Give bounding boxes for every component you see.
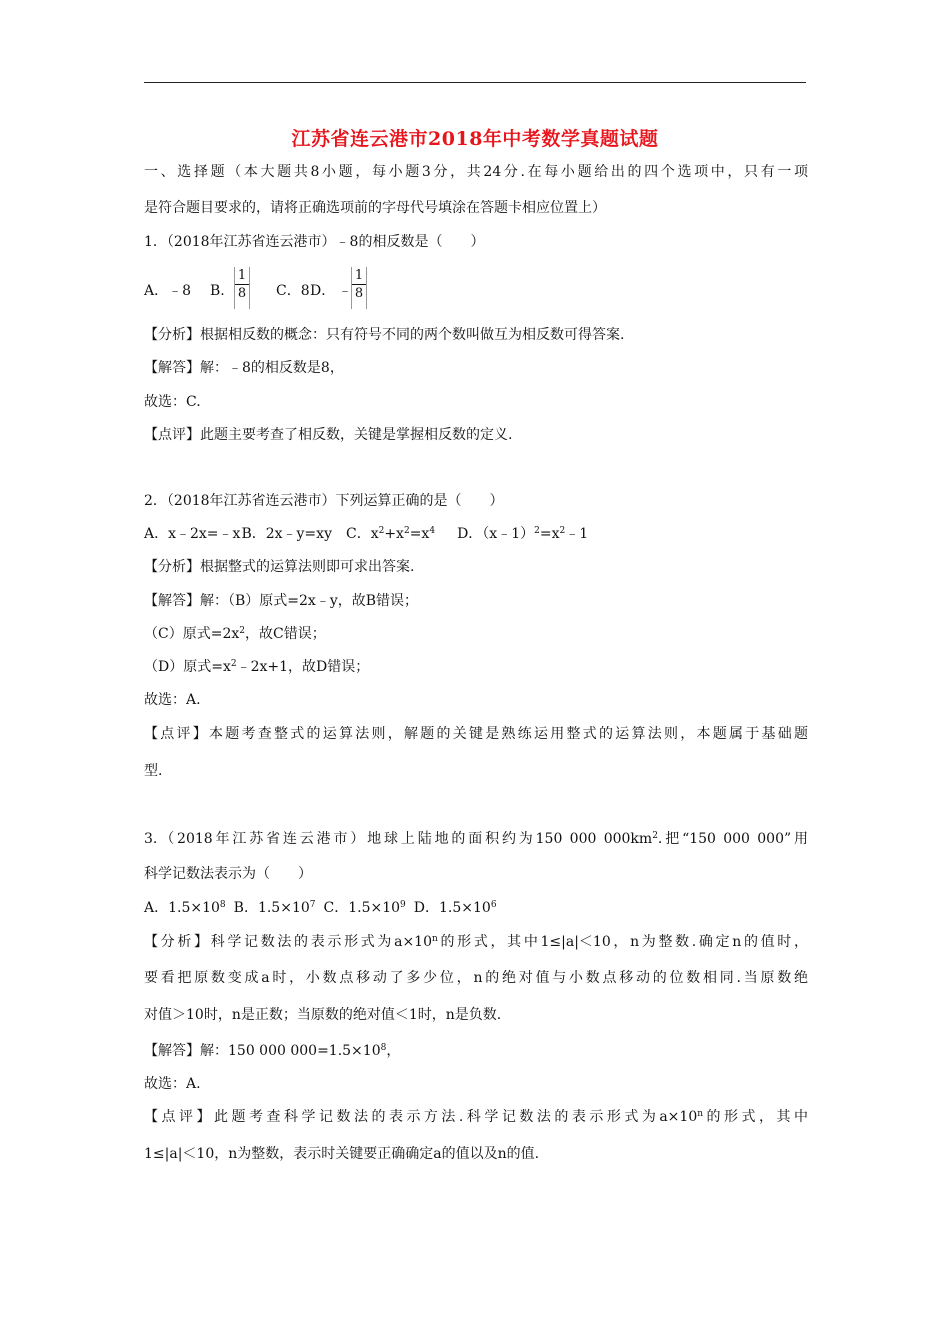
- q1-solution: 【解答】解：﹣8的相反数是8，: [144, 360, 344, 376]
- q2-options: [144, 524, 588, 544]
- q2-solution-c: （C）原式$=2x^2$，故C错误；: [144, 626, 326, 642]
- q3-options: [144, 898, 497, 918]
- fraction-denominator: 8: [237, 286, 247, 301]
- q1-option-a: A．﹣8: [144, 283, 192, 299]
- q2-comment-line-1: 【点评】本题考查整式的运算法则，解题的关键是熟练运用整式的运算法则，本题属于基础题: [144, 726, 808, 742]
- q2-solution-d: （D）原式$=x^2﹣2x+1$，故D错误；: [144, 659, 370, 675]
- q1-comment: 【点评】此题主要考查了相反数，关键是掌握相反数的定义.: [144, 427, 513, 443]
- fraction-numerator: 1: [237, 268, 247, 283]
- q3-analysis-line-2: 要看把原数变成a时，小数点移动了多少位，n的绝对值与小数点移动的位数相同.当原数绝: [144, 970, 808, 986]
- fraction-numerator: 1: [354, 268, 364, 283]
- q3-option-b: B．$1.5\times 10^7$: [233, 900, 316, 916]
- q2-option-d: D．$(x﹣1)^2=x^2﹣1$: [457, 526, 589, 542]
- q1-option-b-label: B.: [210, 283, 225, 299]
- q1-option-d-sign: ﹣: [338, 283, 352, 299]
- q2-comment-line-2: 型.: [144, 763, 163, 779]
- q1-option-d-label: D．: [310, 283, 336, 299]
- fraction-bracket-right: [366, 267, 367, 309]
- q1-option-d-fraction: [351, 269, 367, 307]
- document-title: 江苏省连云港市2018年中考数学真题试题: [291, 128, 659, 150]
- fraction-bracket-right: [249, 267, 250, 309]
- q3-analysis-line-1: 【分析】科学记数法的表示形式为$a\times 10^n$的形式，其中1≤|a|＜10，n为整数.确定n的值时，: [144, 934, 808, 950]
- q1-choice: 故选：C.: [144, 394, 201, 410]
- q3-option-a: A．$1.5\times 10^8$: [144, 900, 226, 916]
- fraction-denominator: 8: [354, 286, 364, 301]
- q1-option-b-fraction: [234, 269, 250, 307]
- section-header-line-1: 一、选择题（本大题共8小题，每小题3分，共24分.在每小题给出的四个选项中，只有一项: [144, 164, 808, 180]
- header-rule: [144, 82, 806, 83]
- q3-option-c: C．$1.5\times 10^9$: [323, 900, 406, 916]
- q3-analysis-line-3: 对值＞10时，n是正数；当原数的绝对值＜1时，n是负数.: [144, 1007, 502, 1023]
- fraction-bar: [352, 284, 366, 285]
- q2-stem: 2．（2018年江苏省连云港市）下列运算正确的是（ ）: [144, 493, 504, 509]
- q3-stem-line-2: 科学记数法表示为（ ）: [144, 866, 312, 882]
- q3-option-d: D．$1.5\times 10^6$: [413, 900, 497, 916]
- q3-solution: 【解答】解：150 000 $000=1.5\times 10^8$，: [144, 1043, 401, 1059]
- q3-comment-line-1: 【点评】此题考查科学记数法的表示方法.科学记数法的表示形式为$a\times 10^n$的形式，其中: [144, 1109, 809, 1125]
- q3-choice: 故选：A.: [144, 1076, 201, 1092]
- q2-option-b: B．2x﹣y=xy: [241, 526, 332, 542]
- q2-choice: 故选：A.: [144, 692, 201, 708]
- section-header-line-2: 是符合题目要求的，请将正确选项前的字母代号填涂在答题卡相应位置上）: [144, 200, 606, 216]
- q2-analysis: 【分析】根据整式的运算法则即可求出答案.: [144, 559, 415, 575]
- q1-analysis: 【分析】根据相反数的概念：只有符号不同的两个数叫做互为相反数可得答案.: [144, 327, 625, 343]
- q2-option-c: C．$x^2+x^2=x^4$: [345, 526, 436, 542]
- q1-stem: 1．（2018年江苏省连云港市）﹣8的相反数是（ ）: [144, 234, 485, 250]
- q2-option-a: A．x﹣2x=﹣x: [144, 526, 241, 542]
- q3-comment-line-2: 1≤|a|＜10，n为整数，表示时关键要正确确定a的值以及n的值.: [144, 1146, 540, 1162]
- q1-option-c: C．8: [276, 283, 310, 299]
- q2-solution-b: 【解答】解：（B）原式=2x﹣y，故B错误；: [144, 593, 419, 609]
- q3-stem-line-1: 3.（2018年江苏省连云港市）地球上陆地的面积约为150 000 $000km^2$.把“150 000 000”用: [144, 831, 808, 847]
- fraction-bar: [235, 284, 249, 285]
